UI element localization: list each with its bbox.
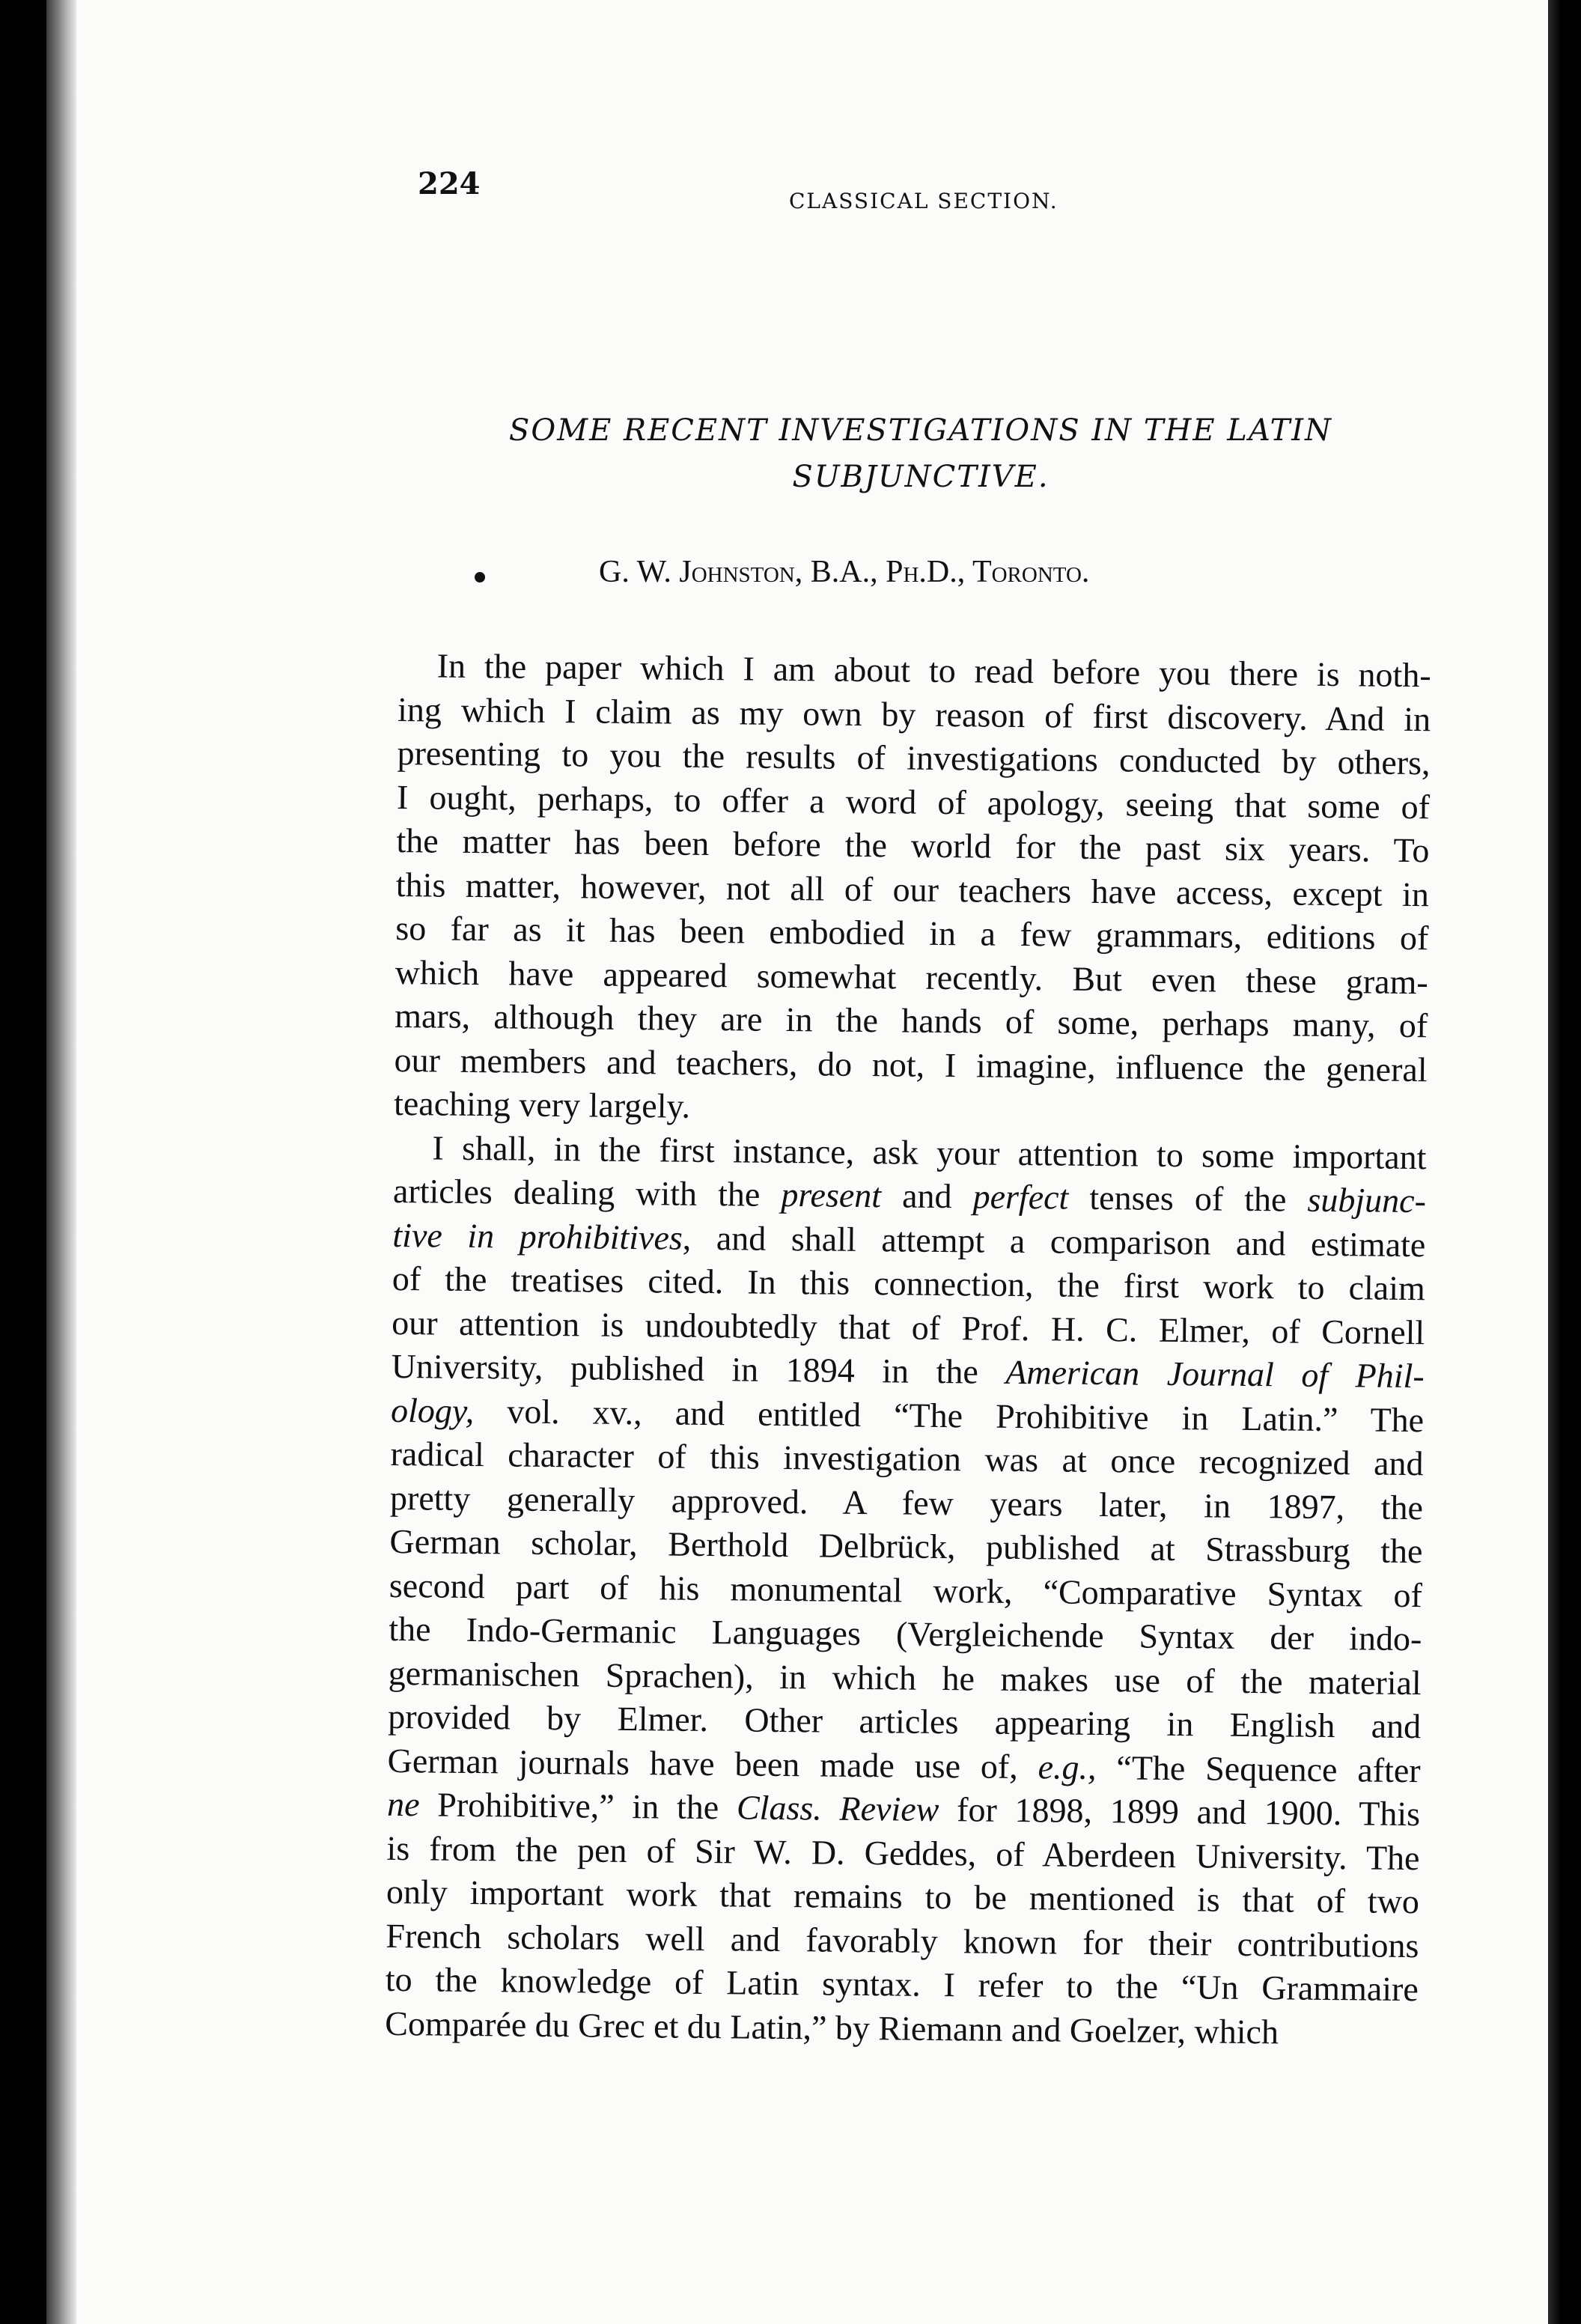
page-number: 224 xyxy=(418,166,481,201)
text-segment: and xyxy=(880,1176,973,1216)
bullet-mark xyxy=(475,572,485,582)
text-segment: second part of his monumental work, “Comparative Syntax of xyxy=(389,1566,1423,1614)
text-segment: Prohibitive,” in the xyxy=(419,1785,737,1827)
text-segment: teaching very largely. xyxy=(393,1083,691,1125)
text-segment: vol. xv., and entitled “The Prohibitive in Latin.” The xyxy=(474,1391,1425,1439)
text-segment: this matter, however, not all of our teachers have access, except in xyxy=(395,865,1430,913)
text-segment: mars, although they are in the hands of some, perhaps many, of xyxy=(394,996,1428,1045)
text-segment: germanischen Sprachen), in which he makes use of the material xyxy=(388,1653,1422,1702)
article-title-line-1: SOME RECENT INVESTIGATIONS IN THE LATIN xyxy=(508,413,1333,448)
text-segment: is from the pen of Sir W. D. Geddes, of Aberdeen University. The xyxy=(386,1828,1420,1877)
text-segment: articles dealing with the xyxy=(392,1171,782,1214)
text-segment: radical character of this investigation was at once recognized and xyxy=(390,1434,1424,1483)
text-segment: subjunc- xyxy=(1307,1180,1427,1220)
text-segment: I shall, in the first instance, ask your attention to some important xyxy=(432,1128,1427,1176)
text-segment: our attention is undoubtedly that of Prof. H. C. Elmer, of Cornell xyxy=(392,1303,1425,1351)
article-title-line-2: SUBJUNCTIVE. xyxy=(792,460,1050,494)
text-segment: I ought, perhaps, to offer a word of apology, seeing that some of xyxy=(396,777,1431,826)
text-segment: ology, xyxy=(390,1390,475,1430)
text-segment: tive in prohibitives xyxy=(392,1215,683,1257)
text-segment: provided by Elmer. Other articles appearing in English and xyxy=(388,1697,1422,1746)
text-segment: “The Sequence after xyxy=(1096,1747,1421,1789)
text-segment: which have appeared somewhat recently. But even these gram- xyxy=(395,952,1428,1001)
text-segment: perfect xyxy=(972,1177,1069,1217)
text-segment: for 1898, 1899 and 1900. This xyxy=(939,1790,1421,1834)
text-segment: of the treatises cited. In this connection, the first work to claim xyxy=(392,1259,1426,1308)
text-segment: our members and teachers, do not, I imagine, influence the general xyxy=(394,1040,1428,1089)
text-segment: the matter has been before the world for the past six years. To xyxy=(396,821,1430,870)
text-segment: e.g., xyxy=(1038,1747,1097,1786)
author-byline: G. W. Johnston, B.A., Ph.D., Toronto. xyxy=(599,555,1090,589)
text-segment: so far as it has been embodied in a few grammars, editions of xyxy=(395,908,1429,958)
text-segment: to the knowledge of Latin syntax. I refer to the “Un Grammaire xyxy=(385,1959,1419,2009)
text-segment: tenses of the xyxy=(1068,1178,1308,1219)
text-segment: In the paper which I am about to read before you there is noth- xyxy=(436,646,1431,695)
text-segment: , and shall attempt a comparison and estimate xyxy=(682,1218,1426,1264)
text-segment: Class. Review xyxy=(736,1788,939,1829)
text-segment: Comparée du Grec et du Latin,” by Riemann and Goelzer, which xyxy=(385,2004,1279,2051)
text-segment: American Journal of Phil- xyxy=(1005,1352,1425,1396)
text-segment: present xyxy=(781,1175,882,1215)
scanner-left-border xyxy=(0,0,46,2324)
text-segment: only important work that remains to be mentioned is that of two xyxy=(386,1872,1420,1921)
text-segment: ne xyxy=(386,1784,420,1824)
running-head-section: CLASSICAL SECTION. xyxy=(789,189,1058,213)
text-segment: presenting to you the results of investigations conducted by others, xyxy=(397,733,1431,782)
text-segment: German journals have been made use of, xyxy=(387,1741,1038,1786)
text-segment: French scholars well and favorably known for their contributions xyxy=(386,1916,1419,1965)
article-body xyxy=(385,644,1431,2055)
text-segment: ing which I claim as my own by reason of first discovery. And in xyxy=(397,690,1431,738)
text-segment: pretty generally approved. A few years later, in 1897, the xyxy=(389,1478,1424,1527)
text-segment: University, published in 1894 in the xyxy=(391,1346,1006,1391)
text-segment: the Indo-Germanic Languages (Vergleichende Syntax der indo- xyxy=(389,1609,1422,1658)
page-edge-shadow xyxy=(46,0,76,2324)
text-segment: German scholar, Berthold Delbrück, published at Strassburg the xyxy=(389,1521,1423,1571)
scanner-right-border xyxy=(1548,0,1581,2324)
